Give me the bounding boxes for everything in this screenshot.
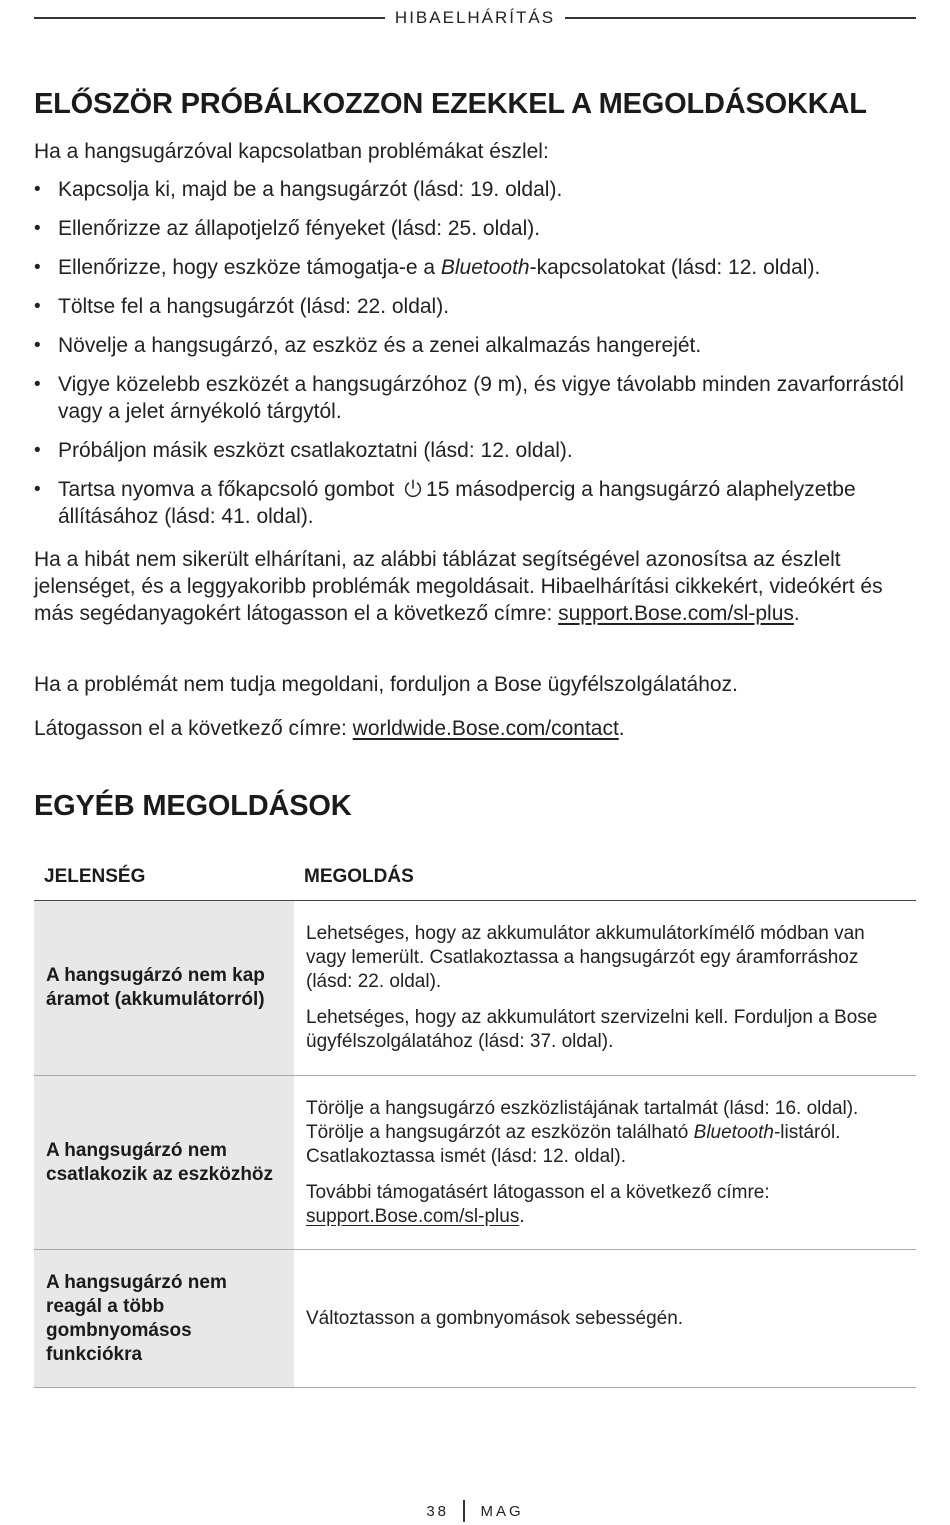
list-item-text: Kapcsolja ki, majd be a hangsugárzót (lásd: 19. oldal). [58, 178, 563, 201]
troubleshooting-table [34, 866, 916, 1388]
symptom-cell: A hangsugárzó nem kap áramot (akkumulátorról) [34, 901, 294, 1075]
list-item [34, 371, 914, 425]
list-item-text: Ellenőrizze az állapotjelző fényeket (lásd: 25. oldal). [58, 217, 541, 240]
list-item [34, 176, 914, 203]
power-icon [402, 478, 424, 500]
table-row [34, 1250, 916, 1388]
header-rule-left [34, 17, 385, 19]
visit-paragraph [34, 715, 914, 742]
troubleshoot-paragraph [34, 546, 914, 627]
solution-cell [294, 901, 916, 1075]
bullet: • [34, 440, 41, 461]
column-header-solution: MEGOLDÁS [304, 866, 414, 887]
header-title: HIBAELHÁRÍTÁS [394, 8, 556, 27]
paragraph-end: . [793, 602, 800, 625]
symptom-cell: A hangsugárzó nem csatlakozik az eszközhöz [34, 1076, 294, 1249]
list-item [34, 437, 914, 464]
list-item [34, 476, 914, 530]
footer-divider [463, 1500, 465, 1522]
header-rule-right [565, 17, 916, 19]
paragraph-text: Látogasson el a következő címre: [34, 717, 353, 740]
table-header [34, 866, 916, 901]
support-link[interactable]: support.Bose.com/sl-plus [558, 602, 794, 625]
list-item-text: 15 másodpercig a hangsugárzó alaphelyzetbe állításához (lásd: 41. oldal). [58, 478, 856, 528]
bluetooth-term: Bluetooth [693, 1121, 774, 1143]
language-code: MAG [480, 1502, 524, 1520]
list-item-text: -kapcsolatokat (lásd: 12. oldal). [529, 256, 821, 279]
page-number: 38 [426, 1502, 449, 1520]
contact-paragraph: Ha a problémát nem tudja megoldani, forduljon a Bose ügyfélszolgálatához. [34, 673, 738, 696]
support-link[interactable]: support.Bose.com/sl-plus [306, 1205, 520, 1227]
list-item-text: Ellenőrizze, hogy eszköze támogatja-e a [58, 256, 441, 279]
page-footer [0, 1500, 950, 1522]
column-header-symptom: JELENSÉG [44, 866, 146, 887]
section-title-other-solutions: EGYÉB MEGOLDÁSOK [34, 790, 352, 822]
bullet: • [34, 179, 41, 200]
list-item [34, 215, 914, 242]
table-row [34, 901, 916, 1076]
paragraph-text: Ha a hibát nem sikerült elhárítani, az alábbi táblázat segítségével azonosítsa az észlelt jelenséget, és a leggyakoribb problémák megoldásait. Hibaelhárítási cikkekért, videókért és más segédanyagokért látogasson el a következő címre: [34, 548, 883, 625]
solution-text-part: További támogatásért látogasson el a következő címre: [306, 1181, 770, 1203]
list-item-text: Próbáljon másik eszközt csatlakoztatni (lásd: 12. oldal). [58, 439, 573, 462]
symptom-cell: A hangsugárzó nem reagál a több gombnyomásos funkciókra [34, 1250, 294, 1387]
solution-text [306, 1181, 904, 1229]
bullet: • [34, 218, 41, 239]
solution-text [306, 1097, 904, 1169]
bullet: • [34, 374, 41, 395]
solution-cell [294, 1250, 916, 1387]
solution-text: Lehetséges, hogy az akkumulátor akkumulátorkímélő módban van vagy lemerült. Csatlakoztassa a hangsugárzót egy áramforráshoz (lásd: 22. oldal). [306, 923, 865, 992]
list-item-text: Növelje a hangsugárzó, az eszköz és a zenei alkalmazás hangerejét. [58, 334, 702, 357]
solution-text-part: -listáról. Csatlakoztassa ismét (lásd: 12. oldal). [306, 1121, 841, 1167]
bluetooth-term: Bluetooth [440, 256, 530, 279]
solution-text-part: Törölje a hangsugárzó eszközlistájának tartalmát (lásd: 16. oldal). Törölje a hangsugárzót az eszközön található [306, 1097, 859, 1143]
intro-text: Ha a hangsugárzóval kapcsolatban problémákat észlel: [34, 140, 549, 163]
list-item-text: Vigye közelebb eszközét a hangsugárzóhoz (9 m), és vigye távolabb minden zavarforrástól vagy a jelet árnyékoló tárgytól. [58, 373, 904, 423]
list-item [34, 293, 914, 320]
list-item-text: Töltse fel a hangsugárzót (lásd: 22. oldal). [58, 295, 450, 318]
solutions-list [34, 176, 914, 542]
bullet: • [34, 257, 41, 278]
paragraph-end: . [618, 717, 625, 740]
list-item-text: Tartsa nyomva a főkapcsoló gombot [58, 478, 395, 501]
bullet: • [34, 296, 41, 317]
solution-cell [294, 1076, 916, 1249]
solution-text: Változtasson a gombnyomások sebességén. [306, 1307, 684, 1329]
table-row [34, 1076, 916, 1250]
list-item [34, 332, 914, 359]
bullet: • [34, 335, 41, 356]
contact-link[interactable]: worldwide.Bose.com/contact [352, 717, 619, 740]
section-title-first-solutions: ELŐSZÖR PRÓBÁLKOZZON EZEKKEL A MEGOLDÁSOKKAL [34, 88, 867, 120]
list-item [34, 254, 914, 281]
solution-text: Lehetséges, hogy az akkumulátort szervizelni kell. Forduljon a Bose ügyfélszolgálatához (lásd: 37. oldal). [306, 1007, 878, 1052]
solution-text-part: . [519, 1205, 525, 1227]
page-header [34, 6, 916, 30]
bullet: • [34, 479, 41, 500]
